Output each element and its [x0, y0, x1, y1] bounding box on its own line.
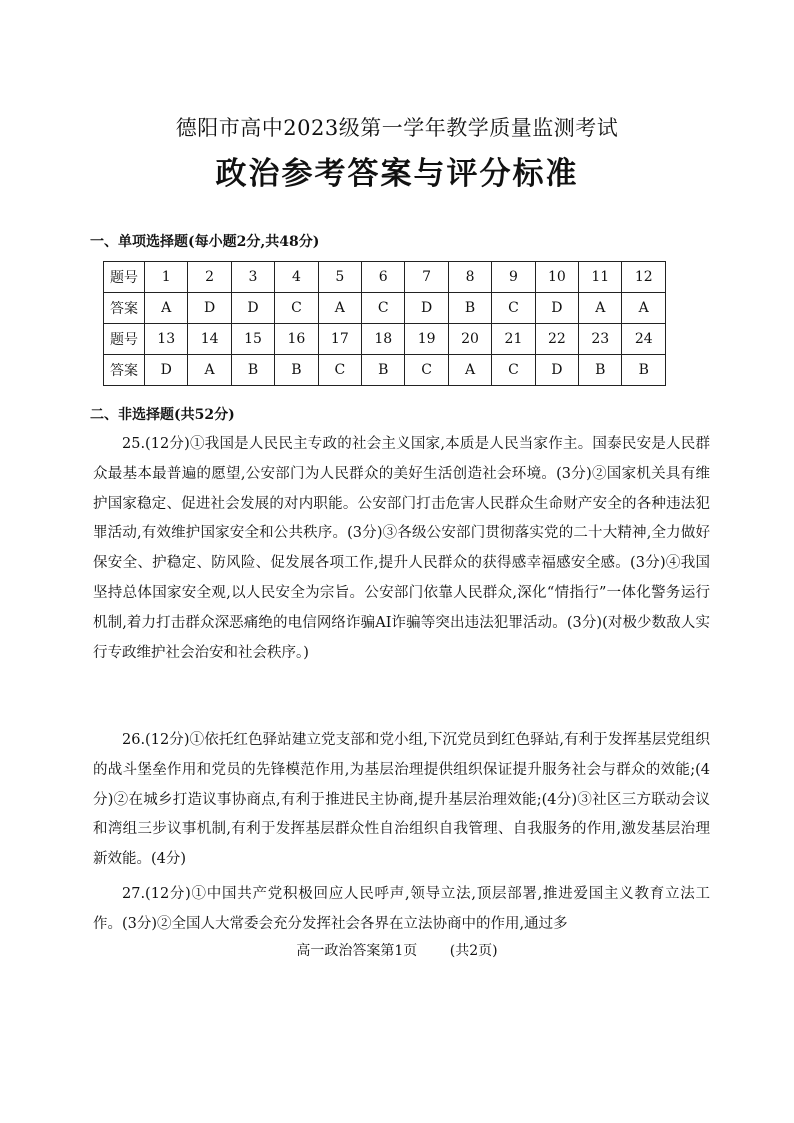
table-cell-number: 11 [579, 262, 622, 293]
row-label: 题号 [104, 262, 145, 293]
table-cell-number: 14 [188, 324, 231, 355]
table-cell-answer: C [492, 293, 535, 324]
table-cell-answer: D [231, 293, 274, 324]
table-cell-number: 7 [405, 262, 448, 293]
table-cell-answer: D [145, 355, 188, 386]
table-cell-answer: A [622, 293, 666, 324]
answer-q26: 26.(12分)①依托红色驿站建立党支部和党小组,下沉党员到红色驿站,有利于发挥基层党组织的战斗堡垒作用和党员的先锋模范作用,为基层治理提供组织保证提升服务社会与群众的效能;(4分)②在城乡打造议事协商点,有利于推进民主协商,提升基层治理效能;(4分)③社区三方联动会议和湾组三步议事机制,有利于发挥基层群众性自治组织自我管理、自我服务的作用,激发基层治理新效能。(4分) [93, 732, 710, 868]
table-cell-answer: D [188, 293, 231, 324]
table-cell-number: 16 [275, 324, 318, 355]
table-cell-number: 15 [231, 324, 274, 355]
table-cell-number: 2 [188, 262, 231, 293]
table-cell-answer: A [145, 293, 188, 324]
exam-subtitle: 政治参考答案与评分标准 [215, 156, 579, 192]
table-cell-answer: A [188, 355, 231, 386]
table-cell-number: 17 [318, 324, 361, 355]
table-cell-answer: D [535, 355, 578, 386]
table-cell-answer: B [622, 355, 666, 386]
table-cell-answer: C [492, 355, 535, 386]
table-cell-answer: B [275, 355, 318, 386]
table-row-answer [104, 293, 666, 324]
table-cell-number: 5 [318, 262, 361, 293]
table-cell-answer: C [318, 355, 361, 386]
row-label: 题号 [104, 324, 145, 355]
table-cell-answer: A [318, 293, 361, 324]
table-cell-number: 13 [145, 324, 188, 355]
total-pages-label: (共2页) [449, 943, 498, 959]
table-cell-number: 1 [145, 262, 188, 293]
table-cell-answer: A [448, 355, 491, 386]
table-cell-answer: D [405, 293, 448, 324]
table-cell-number: 22 [535, 324, 578, 355]
table-cell-number: 20 [448, 324, 491, 355]
row-label: 答案 [104, 355, 145, 386]
table-cell-number: 3 [231, 262, 274, 293]
table-cell-answer: B [448, 293, 491, 324]
exam-title: 德阳市高中2023级第一学年教学质量监测考试 [175, 116, 619, 140]
row-label: 答案 [104, 293, 145, 324]
table-cell-number: 4 [275, 262, 318, 293]
table-row-number [104, 262, 666, 293]
table-cell-number: 21 [492, 324, 535, 355]
answer-table [103, 261, 666, 386]
section-one-heading: 一、单项选择题(每小题2分,共48分) [90, 234, 320, 250]
page-number-label: 高一政治答案第1页 [296, 943, 418, 959]
section-two-heading: 二、非选择题(共52分) [90, 407, 235, 423]
table-cell-answer: B [231, 355, 274, 386]
table-cell-number: 9 [492, 262, 535, 293]
table-cell-answer: C [362, 293, 405, 324]
table-cell-answer: A [579, 293, 622, 324]
table-cell-answer: D [535, 293, 578, 324]
table-cell-number: 23 [579, 324, 622, 355]
table-cell-number: 8 [448, 262, 491, 293]
table-cell-answer: B [579, 355, 622, 386]
answer-q25: 25.(12分)①我国是人民民主专政的社会主义国家,本质是人民当家作主。国泰民安是人民群众最基本最普遍的愿望,公安部门为人民群众的美好生活创造社会环境。(3分)②国家机关具有维护国家稳定、促进社会发展的对内职能。公安部门打击危害人民群众生命财产安全的各种违法犯罪活动,有效维护国家安全和公共秩序。(3分)③各级公安部门贯彻落实党的二十大精神,全力做好保安全、护稳定、防风险、促发展各项工作,提升人民群众的获得感幸福感安全感。(3分)④我国坚持总体国家安全观,以人民安全为宗旨。公安部门依靠人民群众,深化“情指行”一体化警务运行机制,着力打击群众深恶痛绝的电信网络诈骗AI诈骗等突出违法犯罪活动。(3分)(对极少数敌人实行专政维护社会治安和社会秩序。) [93, 436, 710, 661]
table-cell-answer: C [405, 355, 448, 386]
table-cell-number: 6 [362, 262, 405, 293]
table-cell-number: 24 [622, 324, 666, 355]
table-cell-answer: C [275, 293, 318, 324]
answer-q27: 27.(12分)①中国共产党积极回应人民呼声,领导立法,顶层部署,推进爱国主义教育立法工作。(3分)②全国人大常委会充分发挥社会各界在立法协商中的作用,通过多 [93, 886, 710, 932]
table-row-answer [104, 355, 666, 386]
table-cell-number: 18 [362, 324, 405, 355]
table-cell-number: 10 [535, 262, 578, 293]
table-cell-answer: B [362, 355, 405, 386]
page-footer [0, 940, 794, 960]
table-row-number [104, 324, 666, 355]
table-cell-number: 12 [622, 262, 666, 293]
table-cell-number: 19 [405, 324, 448, 355]
